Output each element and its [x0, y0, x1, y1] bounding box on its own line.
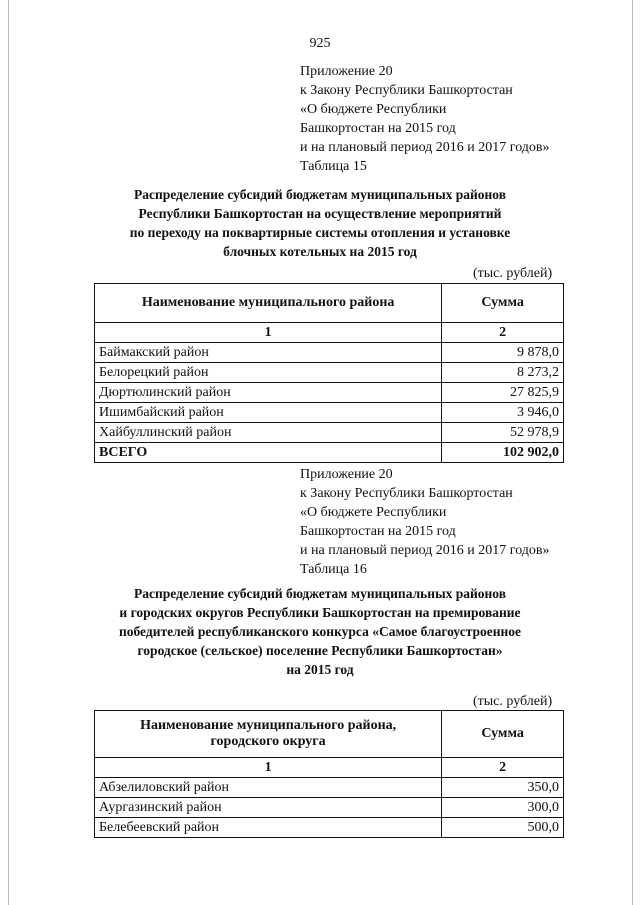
title-line: Распределение субсидий бюджетам муниципальных районов [133, 586, 507, 601]
amount: 500,0 [442, 818, 564, 838]
table-row [95, 383, 564, 403]
appendix-header-1 [300, 62, 550, 176]
table-row [95, 423, 564, 443]
title-line: по переходу на поквартирные системы отопления и установке [129, 225, 511, 240]
col-number: 1 [95, 323, 442, 343]
appendix-line: и на плановый период 2016 и 2017 годов» [300, 140, 550, 155]
amount: 52 978,9 [442, 423, 564, 443]
amount: 350,0 [442, 778, 564, 798]
column-number-row [95, 758, 564, 778]
table15-units: (тыс. рублей) [473, 266, 553, 281]
table-row [95, 363, 564, 383]
district-name: Белебеевский район [95, 818, 442, 838]
amount: 27 825,9 [442, 383, 564, 403]
district-name: Белорецкий район [95, 363, 442, 383]
header-amount: Сумма [442, 711, 564, 758]
appendix-line: «О бюджете Республики [300, 505, 447, 520]
appendix-header-2 [300, 465, 550, 579]
header-name-line: Наименование муниципального района, [140, 718, 397, 733]
col-number: 2 [442, 323, 564, 343]
amount: 300,0 [442, 798, 564, 818]
title-line: Распределение субсидий бюджетам муниципальных районов [133, 187, 507, 202]
amount: 8 273,2 [442, 363, 564, 383]
col-number: 1 [95, 758, 442, 778]
appendix-line: «О бюджете Республики [300, 102, 447, 117]
title-line: городское (сельское) поселение Республики Башкортостан» [137, 643, 503, 658]
table-label: Таблица 15 [300, 159, 367, 174]
table15-title [80, 185, 560, 261]
table-label: Таблица 16 [300, 562, 367, 577]
appendix-line: к Закону Республики Башкортостан [300, 83, 513, 98]
header-name: Наименование муниципального района [95, 284, 442, 323]
scan-edge-right [632, 0, 633, 905]
scan-edge-left [8, 0, 9, 905]
appendix-line: Приложение 20 [300, 64, 393, 79]
district-name: Ишимбайский район [95, 403, 442, 423]
title-line: Республики Башкортостан на осуществление мероприятий [138, 206, 502, 221]
district-name: Хайбуллинский район [95, 423, 442, 443]
title-line: блочных котельных на 2015 год [223, 244, 417, 259]
amount: 3 946,0 [442, 403, 564, 423]
header-name-line: городского округа [210, 734, 326, 749]
total-amount: 102 902,0 [442, 443, 564, 463]
header-amount: Сумма [442, 284, 564, 323]
table16 [94, 710, 564, 838]
appendix-line: к Закону Республики Башкортостан [300, 486, 513, 501]
district-name: Баймакский район [95, 343, 442, 363]
appendix-line: Башкортостан на 2015 год [300, 121, 456, 136]
appendix-line: и на плановый период 2016 и 2017 годов» [300, 543, 550, 558]
table-row [95, 343, 564, 363]
table-header-row [95, 711, 564, 758]
total-row [95, 443, 564, 463]
title-line: и городских округов Республики Башкортостан на премирование [119, 605, 521, 620]
appendix-line: Башкортостан на 2015 год [300, 524, 456, 539]
table-header-row [95, 284, 564, 323]
title-line: на 2015 год [286, 662, 354, 677]
table-row [95, 778, 564, 798]
table15 [94, 283, 564, 463]
table-row [95, 818, 564, 838]
amount: 9 878,0 [442, 343, 564, 363]
page-number: 925 [309, 36, 331, 51]
column-number-row [95, 323, 564, 343]
district-name: Дюртюлинский район [95, 383, 442, 403]
table-row [95, 403, 564, 423]
district-name: Аургазинский район [95, 798, 442, 818]
table-row [95, 798, 564, 818]
appendix-line: Приложение 20 [300, 467, 393, 482]
table16-units: (тыс. рублей) [473, 694, 553, 709]
total-label: ВСЕГО [95, 443, 442, 463]
col-number: 2 [442, 758, 564, 778]
table16-title [80, 584, 560, 679]
district-name: Абзелиловский район [95, 778, 442, 798]
header-name [95, 711, 442, 758]
title-line: победителей республиканского конкурса «Самое благоустроенное [118, 624, 522, 639]
